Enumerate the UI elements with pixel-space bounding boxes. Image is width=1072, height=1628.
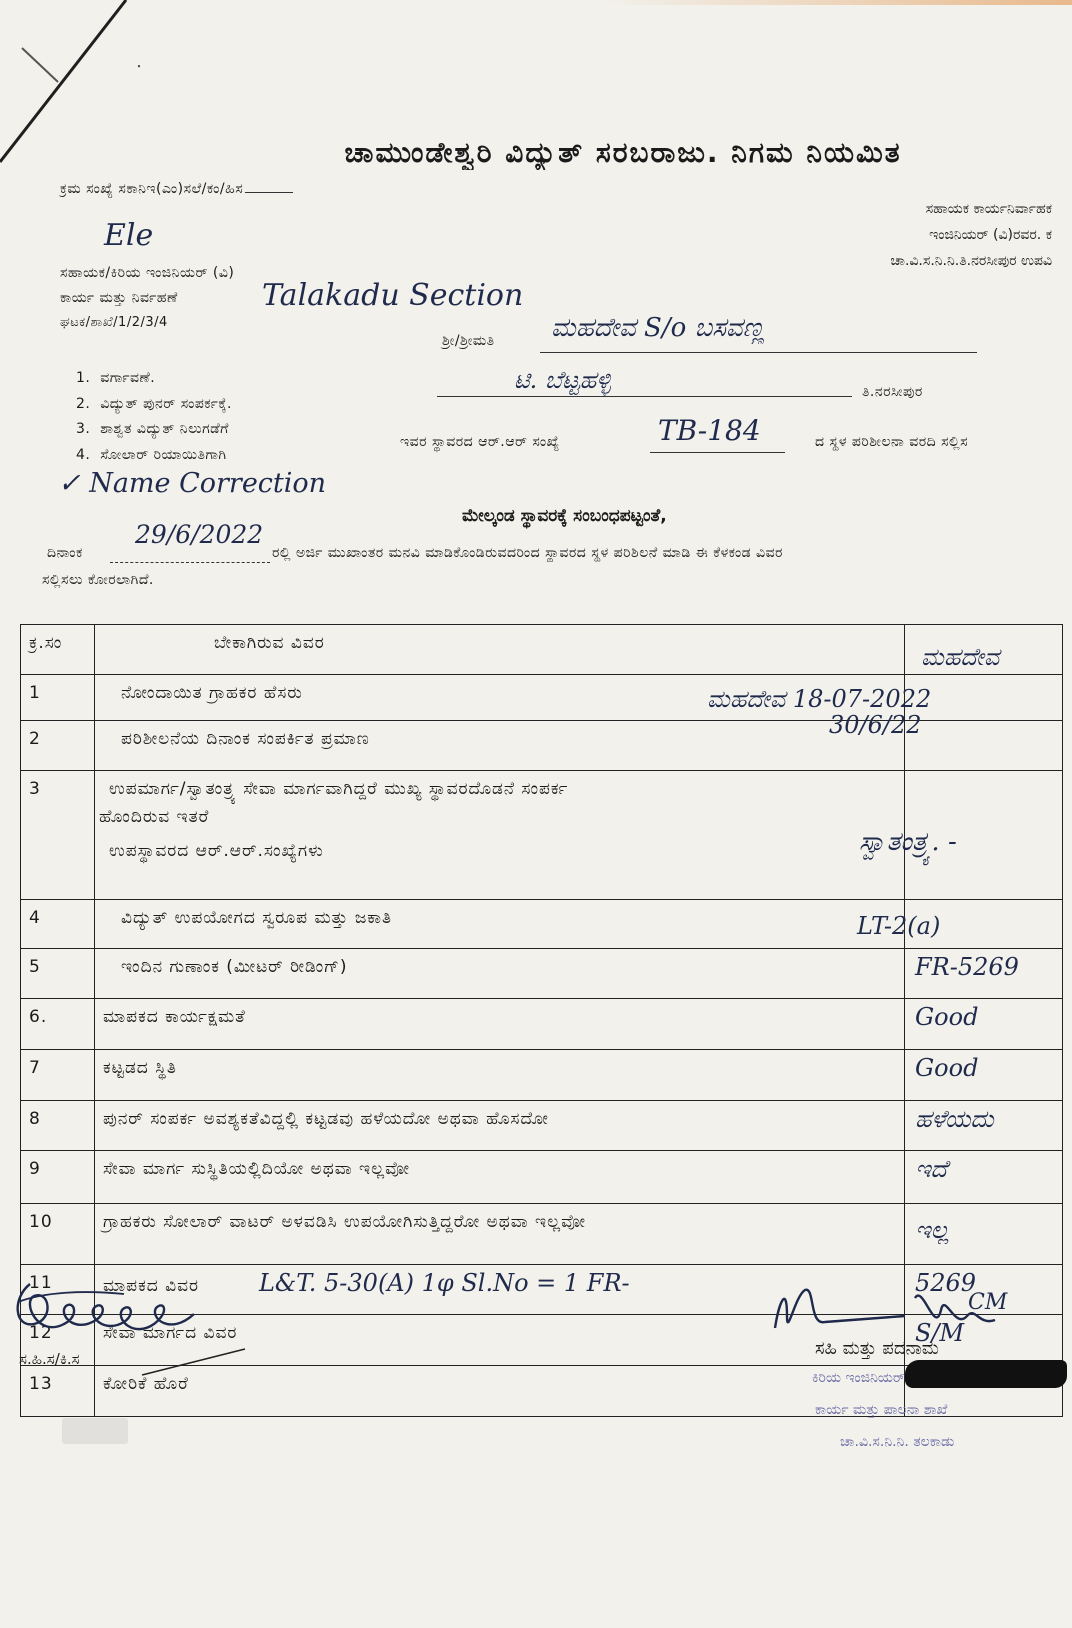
row-value: FR-5269 bbox=[915, 953, 1019, 981]
row-note-handwritten: ಮಹದೇವ 18-07-2022 bbox=[707, 685, 932, 713]
row-value: ಇಲ್ಲ bbox=[915, 1216, 950, 1244]
table-row bbox=[21, 900, 1063, 949]
row-label-cell bbox=[95, 949, 905, 999]
header-serial-number: ಕ್ರ.ಸಂ bbox=[21, 625, 95, 675]
table-row bbox=[21, 771, 1063, 900]
row-value: ಹಳೆಯದು bbox=[915, 1105, 994, 1133]
sender-office: ಕಾರ್ಯ ಮತ್ತು ನಿರ್ವಹಣೆ bbox=[60, 290, 178, 306]
row-label-cell bbox=[95, 721, 905, 771]
row-label-cell bbox=[95, 900, 905, 949]
row-label-cell bbox=[95, 1050, 905, 1101]
row-value-cell bbox=[905, 643, 1063, 721]
right-initials: CM bbox=[968, 1290, 1008, 1315]
stamp-line-3: ಚಾ.ವಿ.ಸ.ನಿ.ನಿ. ತಲಕಾಡು bbox=[840, 1434, 955, 1450]
row-number: 3 bbox=[21, 771, 95, 900]
row-label: ವಿದ್ಯುತ್ ಉಪಯೋಗದ ಸ್ವರೂಪ ಮತ್ತು ಜಕಾತಿ bbox=[121, 908, 392, 928]
row-label: ಇಂದಿನ ಗುಣಾಂಕ (ಮೀಟರ್ ರೀಡಿಂಗ್) bbox=[121, 957, 348, 977]
purpose-item bbox=[76, 447, 227, 464]
left-designation: ಸ.ಹಿ.ಸ/ಕಿ.ಸ bbox=[19, 1350, 80, 1368]
applicant-prefix: ಶ್ರೀ/ಶ್ರೀಮತಿ bbox=[442, 333, 495, 349]
purpose-label: ವಿದ್ಯುತ್ ಪುನರ್ ಸಂಪರ್ಕಕ್ಕೆ. bbox=[100, 396, 233, 412]
row-number: 13 bbox=[21, 1366, 95, 1417]
table-row bbox=[21, 1151, 1063, 1204]
row-label: ಪುನರ್ ಸಂಪರ್ಕ ಅವಶ್ಯಕತೆವಿದ್ದಲ್ಲಿ ಕಟ್ಟಡವು ಹಳೆಯದೋ ಅಥವಾ ಹೊಸದೋ bbox=[103, 1109, 549, 1129]
purpose-label: ಶಾಶ್ವತ ವಿದ್ಯುತ್ ನಿಲುಗಡೆಗೆ bbox=[100, 421, 229, 437]
purpose-item bbox=[76, 421, 229, 438]
date-label: ದಿನಾಂಕ bbox=[47, 545, 83, 561]
paper-edge-tint bbox=[600, 0, 1072, 5]
row-value-cell bbox=[905, 949, 1063, 999]
purpose-number: 4. bbox=[76, 447, 91, 463]
row-label-cell bbox=[95, 675, 932, 721]
row-label: ಕಟ್ಟಡದ ಸ್ಥಿತಿ bbox=[103, 1058, 177, 1078]
rr-number: TB-184 bbox=[658, 414, 761, 447]
row-label: ಸೇವಾ ಮಾರ್ಗದ ವಿವರ bbox=[103, 1323, 238, 1343]
handwritten-purpose: ✓ Name Correction bbox=[58, 468, 327, 499]
row-label-cell bbox=[95, 999, 905, 1050]
purpose-item bbox=[76, 370, 155, 387]
row-number: 6. bbox=[21, 999, 95, 1050]
subject-line: ಮೇಲ್ಕಂಡ ಸ್ಥಾವರಕ್ಕೆ ಸಂಬಂಧಪಟ್ಟಂತೆ, bbox=[462, 506, 667, 526]
purpose-number: 2. bbox=[76, 396, 91, 412]
table-row bbox=[21, 721, 1063, 771]
row-number: 10 bbox=[21, 1204, 95, 1265]
addressee-block bbox=[732, 196, 1052, 274]
row-value-cell bbox=[829, 711, 1063, 771]
addressee-line-3: ಚಾ.ವಿ.ಸ.ನಿ.ನಿ.ತಿ.ನರಸೀಪುರ ಉಪವಿ bbox=[890, 253, 1052, 269]
application-date: 29/6/2022 bbox=[135, 520, 264, 549]
row-label: ಸೇವಾ ಮಾರ್ಗ ಸುಸ್ಥಿತಿಯಲ್ಲಿದಿಯೋ ಅಥವಾ ಇಲ್ಲವೋ bbox=[103, 1159, 411, 1179]
rr-underline bbox=[650, 452, 785, 453]
row-value-cell bbox=[857, 900, 1063, 949]
row-label: ಕೋರಿಕೆ ಹೊರೆ bbox=[103, 1374, 189, 1394]
rr-suffix: ದ ಸ್ಥಳ ಪರಿಶೀಲನಾ ವರದಿ ಸಲ್ಲಿಸ bbox=[815, 434, 969, 450]
body-text-line-2: ಸಲ್ಲಿಸಲು ಕೋರಲಾಗಿದೆ. bbox=[42, 572, 154, 588]
row-label-line-2: ಹೊಂದಿರುವ ಇತರೆ bbox=[99, 807, 210, 827]
row-value: LT-2(a) bbox=[857, 912, 941, 940]
row-label-cell bbox=[95, 771, 905, 900]
row-label: ಪರಿಶೀಲನೆಯ ದಿನಾಂಕ ಸಂಪರ್ಕಿತ ಪ್ರಮಾಣ bbox=[121, 729, 370, 749]
table-row bbox=[21, 1101, 1063, 1151]
row-number: 12 bbox=[21, 1315, 95, 1366]
purpose-label: ಸೋಲಾರ್ ರಿಯಾಯಿತಿಗಾಗಿ bbox=[100, 447, 227, 463]
row-value: ಸ್ವಾತಂತ್ರ್ಯ. - bbox=[859, 827, 957, 857]
row-label-line-3: ಉಪಸ್ಥಾವರದ ಆರ್.ಆರ್.ಸಂಖ್ಯೆಗಳು bbox=[109, 841, 324, 861]
stamp-line-1: ಕಿರಿಯ ಇಂಜಿನಿಯರ್ bbox=[812, 1370, 905, 1386]
row-label: ಮಾಪಕದ ವಿವರ bbox=[103, 1276, 199, 1296]
purpose-label: ವರ್ಗಾವಣೆ. bbox=[100, 370, 156, 386]
applicant-taluk: ತಿ.ನರಸೀಪುರ bbox=[862, 384, 923, 400]
left-signature bbox=[4, 1262, 214, 1352]
reference-label: ಕ್ರಮ ಸಂಖ್ಯೆ ಸಕಾನಿಇ(ಎಂ)ಸಲೆ/ಕಂ/ಹಿಸ bbox=[60, 181, 244, 197]
sender-unit: ಘಟಕ/ಶಾಖೆ/1/2/3/4 bbox=[60, 315, 168, 330]
row-value: 5269 bbox=[915, 1269, 977, 1297]
applicant-name: ಮಹದೇವ S/o ಬಸವಣ್ಣ bbox=[551, 313, 765, 343]
row-value-cell bbox=[905, 1204, 1063, 1265]
row-number: 4 bbox=[21, 900, 95, 949]
row-label: ಮಾಪಕದ ಕಾರ್ಯಕ್ಷಮತೆ bbox=[103, 1007, 246, 1027]
purpose-number: 1. bbox=[76, 370, 91, 386]
meter-details-handwritten: L&T. 5-30(A) 1φ Sl.No = 1 FR- bbox=[258, 1269, 630, 1297]
row-number: 7 bbox=[21, 1050, 95, 1101]
addressee-line-2: ಇಂಜಿನಿಯರ್ (ವಿ)ರವರ. ಕ bbox=[929, 227, 1052, 243]
row-label-cell bbox=[95, 1151, 905, 1204]
row-number: 9 bbox=[21, 1151, 95, 1204]
sender-designation: ಸಹಾಯಕ/ಕಿರಿಯ ಇಂಜಿನಿಯರ್ (ವಿ) bbox=[60, 265, 235, 281]
addressee-line-1: ಸಹಾಯಕ ಕಾರ್ಯನಿರ್ವಾಹಕ bbox=[925, 201, 1052, 217]
signature-flourish bbox=[140, 1345, 250, 1380]
faded-mark bbox=[62, 1418, 128, 1444]
row-number: 1 bbox=[21, 675, 95, 721]
header-details-label: ಬೇಕಾಗಿರುವ ವಿವರ bbox=[214, 633, 325, 653]
organization-title: ಚಾಮುಂಡೇಶ್ವರಿ ವಿದ್ಯುತ್ ಸರಬರಾಜು. ನಿಗಮ ನಿಯಮಿತ bbox=[344, 136, 902, 169]
applicant-address-underline bbox=[437, 396, 852, 397]
reference-number-line bbox=[60, 181, 293, 198]
signature-and-designation-label: ಸಹಿ ಮತ್ತು ಪದನಾಮ bbox=[815, 1338, 939, 1359]
applicant-name-underline bbox=[540, 352, 977, 353]
row-label-cell bbox=[95, 1204, 905, 1265]
row-value-cell bbox=[905, 1101, 1063, 1151]
purpose-number: 3. bbox=[76, 421, 91, 437]
stamp-line-2: ಕಾರ್ಯ ಮತ್ತು ಪಾಲನಾ ಶಾಖೆ bbox=[815, 1402, 948, 1418]
applicant-village: ಟಿ. ಬೆಟ್ಟಹಳ್ಳಿ bbox=[514, 366, 611, 394]
row-value: ಇದೆ bbox=[915, 1155, 948, 1183]
handwritten-section: Talakadu Section bbox=[262, 278, 524, 313]
row-label-cell bbox=[95, 1101, 905, 1151]
row-value: S/M bbox=[915, 1319, 965, 1347]
row-label: ಉಪಮಾರ್ಗ/ಸ್ವಾತಂತ್ರ್ಯ ಸೇವಾ ಮಾರ್ಗವಾಗಿದ್ದರೆ ಮುಖ್ಯ ಸ್ಥಾವರದೊಡನೆ ಸಂಪರ್ಕ bbox=[109, 779, 569, 799]
row-value-cell bbox=[905, 1151, 1063, 1204]
redaction-blot bbox=[905, 1360, 1067, 1388]
table-row bbox=[21, 949, 1063, 999]
row-value-cell bbox=[859, 771, 1063, 900]
purpose-item bbox=[76, 396, 232, 413]
header-details bbox=[95, 625, 905, 675]
row-number: 11 bbox=[21, 1265, 95, 1315]
row-label: ನೋಂದಾಯಿತ ಗ್ರಾಹಕರ ಹೆಸರು bbox=[121, 683, 303, 703]
table-row bbox=[21, 1050, 1063, 1101]
row-number: 5 bbox=[21, 949, 95, 999]
row-label: ಗ್ರಾಹಕರು ಸೋಲಾರ್ ವಾಟರ್ ಅಳವಡಿಸಿ ಉಪಯೋಗಿಸುತ್ತಿದ್ದರೋ ಅಥವಾ ಇಲ್ಲವೋ bbox=[103, 1212, 587, 1232]
row-number: 8 bbox=[21, 1101, 95, 1151]
table-row bbox=[21, 1204, 1063, 1265]
reference-blank bbox=[245, 192, 293, 193]
table-header-row bbox=[21, 625, 1063, 675]
rr-prefix: ಇವರ ಸ್ಥಾವರದ ಆರ್.ಆರ್ ಸಂಖ್ಯೆ bbox=[400, 434, 560, 450]
fold-crease-mark bbox=[0, 0, 140, 175]
body-text-line-1: ರಲ್ಲಿ ಅರ್ಜಿ ಮುಖಾಂತರ ಮನವಿ ಮಾಡಿಕೊಂಡಿರುವದರಿಂದ ಸ್ಥಾವರದ ಸ್ಥಳ ಪರಿಶಿಲನೆ ಮಾಡಿ ಈ ಕೆಳಕಂಡ ವಿವರ bbox=[272, 545, 783, 561]
date-underline bbox=[110, 562, 270, 563]
row-value: ಮಹದೇವ bbox=[921, 643, 1000, 671]
row-number: 2 bbox=[21, 721, 95, 771]
row-value: 30/6/22 bbox=[829, 711, 922, 739]
row-value-cell bbox=[905, 999, 1063, 1050]
row-value-cell bbox=[905, 1050, 1063, 1101]
row-value: Good bbox=[915, 1003, 979, 1031]
handwritten-department: Ele bbox=[104, 218, 154, 253]
row-value: Good bbox=[915, 1054, 979, 1082]
table-row bbox=[21, 999, 1063, 1050]
